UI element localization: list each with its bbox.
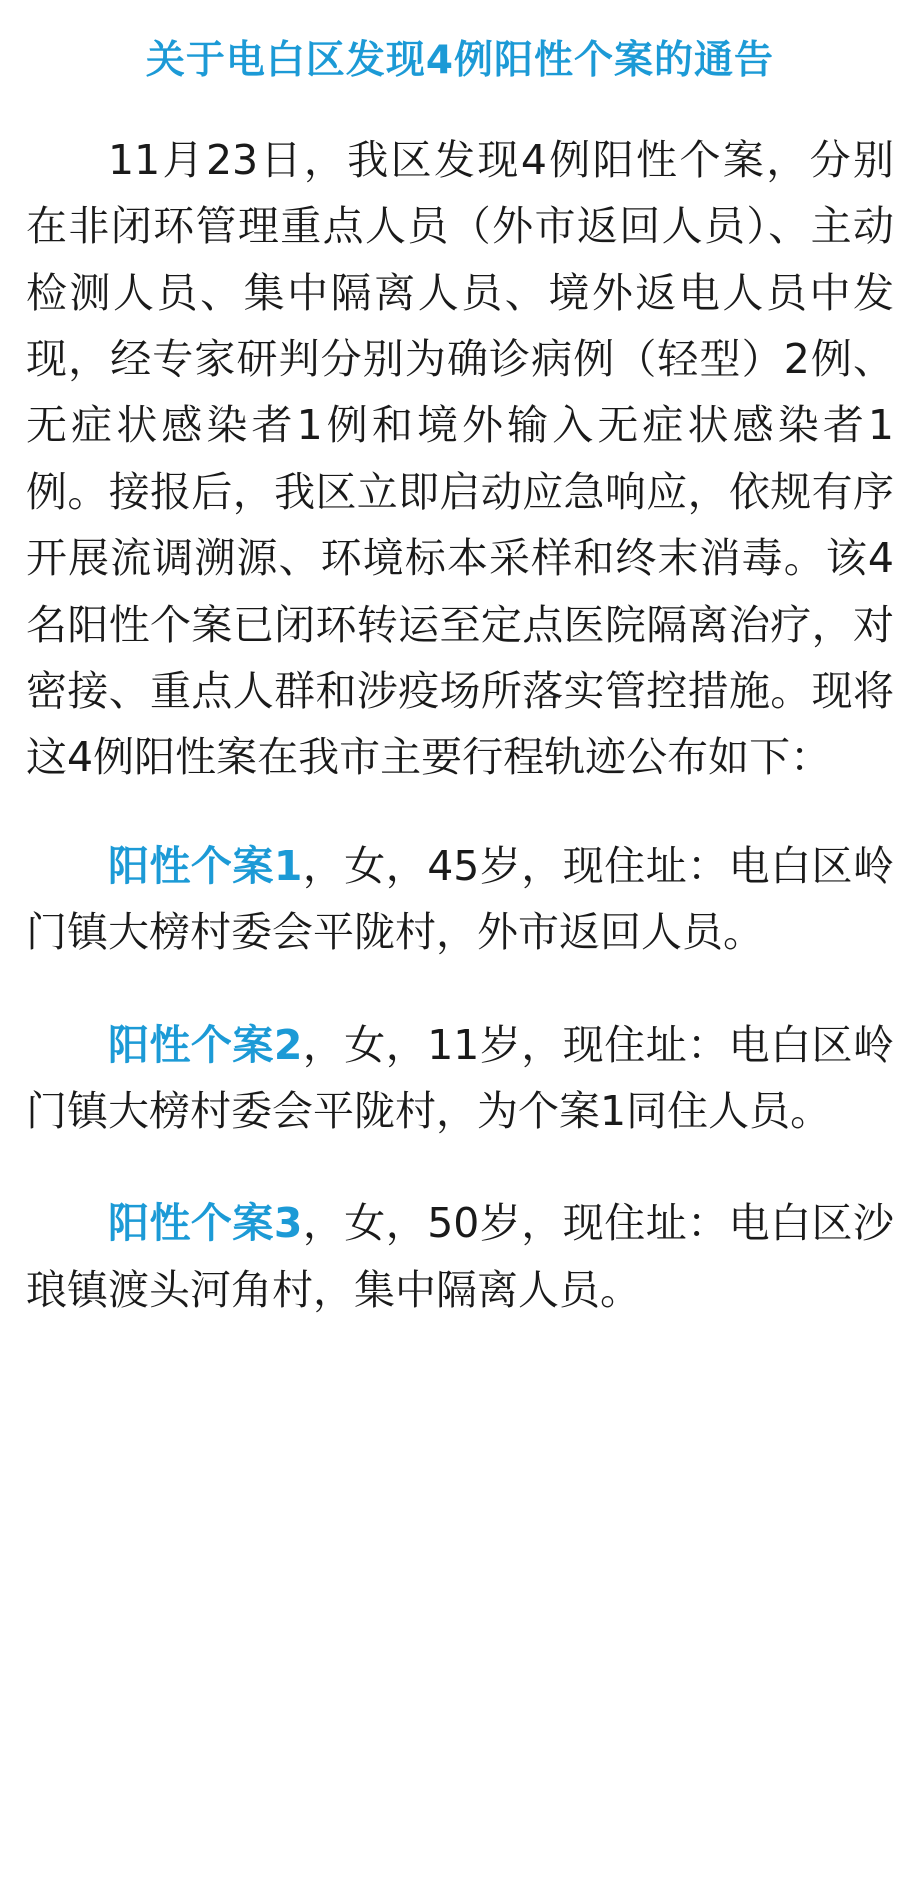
case-label: 阳性个案2	[108, 1020, 303, 1069]
case-entry-1	[26, 833, 894, 966]
case-paragraph	[26, 1190, 894, 1323]
case-body: ，女，45岁，现住址：电白区岭门镇大榜村委会平陇村，外市返回人员。	[26, 841, 894, 957]
case-label: 阳性个案3	[108, 1199, 303, 1248]
intro-paragraph: 11月23日，我区发现4例阳性个案，分别在非闭环管理重点人员（外市返回人员）、主动检测人员、集中隔离人员、境外返电人员中发现，经专家研判分别为确诊病例（轻型）2例、无症状感染者1例和境外输入无症状感染者1例。接报后，我区立即启动应急响应，依规有序开展流调溯源、环境标本采样和终末消毒。该4名阳性个案已闭环转运至定点医院隔离治疗，对密接、重点人群和涉疫场所落实管控措施。现将这4例阳性案在我市主要行程轨迹公布如下：	[26, 135, 894, 782]
page-title: 关于电白区发现4例阳性个案的通告	[145, 38, 775, 83]
case-paragraph	[26, 1012, 894, 1145]
case-entry-3	[26, 1190, 894, 1323]
case-entry-2	[26, 1012, 894, 1145]
case-paragraph	[26, 833, 894, 966]
case-body: ，女，11岁，现住址：电白区岭门镇大榜村委会平陇村，为个案1同住人员。	[26, 1020, 894, 1135]
case-label: 阳性个案1	[108, 841, 303, 890]
case-body: ，女，50岁，现住址：电白区沙琅镇渡头河角村，集中隔离人员。	[26, 1199, 894, 1314]
